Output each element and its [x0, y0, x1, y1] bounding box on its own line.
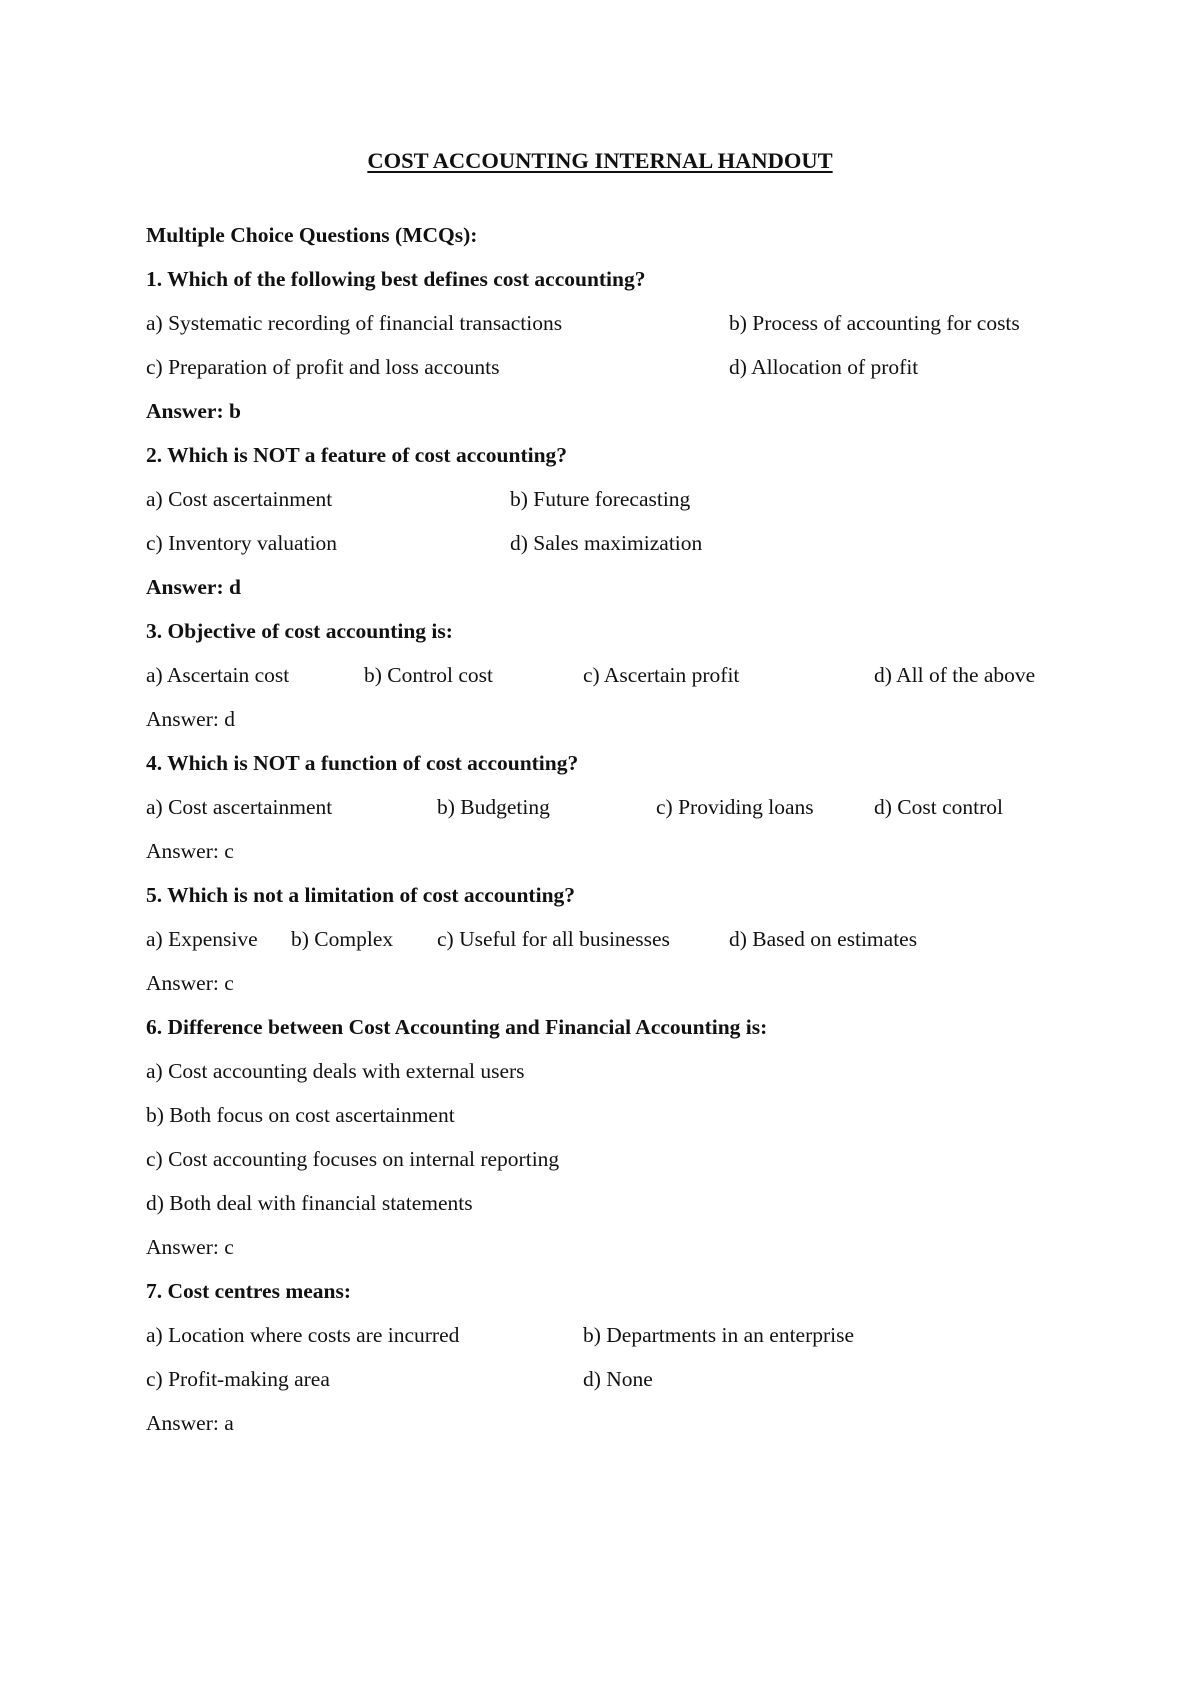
q4-option-a: a) Cost ascertainment [146, 795, 333, 819]
q4-option-b: b) Budgeting [437, 795, 550, 819]
q2-option-d: d) Sales maximization [510, 531, 703, 555]
q4-option-d: d) Cost control [874, 795, 1003, 819]
q2-option-c: c) Inventory valuation [146, 531, 338, 555]
section-heading: Multiple Choice Questions (MCQs): [146, 223, 478, 247]
q3-answer: Answer: d [146, 707, 235, 731]
question-1: 1. Which of the following best defines cost accounting? [146, 267, 646, 291]
q7-option-a: a) Location where costs are incurred [146, 1323, 460, 1347]
q3-option-a: a) Ascertain cost [146, 663, 290, 687]
q1-option-b: b) Process of accounting for costs [729, 311, 1020, 335]
question-7: 7. Cost centres means: [146, 1279, 352, 1303]
question-6: 6. Difference between Cost Accounting and Financial Accounting is: [146, 1015, 768, 1039]
q5-option-c: c) Useful for all businesses [437, 927, 670, 951]
q7-option-d: d) None [583, 1367, 653, 1391]
q1-option-d: d) Allocation of profit [729, 355, 919, 379]
q6-option-a: a) Cost accounting deals with external users [146, 1059, 525, 1083]
q3-option-b: b) Control cost [364, 663, 493, 687]
page-title: COST ACCOUNTING INTERNAL HANDOUT [367, 148, 833, 173]
q3-option-d: d) All of the above [874, 663, 1036, 687]
q1-option-c: c) Preparation of profit and loss accounts [146, 355, 500, 379]
q5-option-a: a) Expensive [146, 927, 258, 951]
q6-answer: Answer: c [146, 1235, 234, 1259]
q6-option-d: d) Both deal with financial statements [146, 1191, 473, 1215]
q5-answer: Answer: c [146, 971, 234, 995]
q2-answer: Answer: d [146, 575, 241, 599]
question-3: 3. Objective of cost accounting is: [146, 619, 453, 643]
q7-answer: Answer: a [146, 1411, 234, 1435]
q6-option-b: b) Both focus on cost ascertainment [146, 1103, 455, 1127]
q2-option-b: b) Future forecasting [510, 487, 691, 511]
q7-option-c: c) Profit-making area [146, 1367, 330, 1391]
question-2: 2. Which is NOT a feature of cost accounting? [146, 443, 568, 467]
q1-answer: Answer: b [146, 399, 241, 423]
q3-option-c: c) Ascertain profit [583, 663, 740, 687]
q4-option-c: c) Providing loans [656, 795, 814, 819]
question-4: 4. Which is NOT a function of cost accounting? [146, 751, 579, 775]
q1-option-a: a) Systematic recording of financial transactions [146, 311, 563, 335]
q6-option-c: c) Cost accounting focuses on internal reporting [146, 1147, 560, 1171]
q4-answer: Answer: c [146, 839, 234, 863]
q2-option-a: a) Cost ascertainment [146, 487, 333, 511]
question-5: 5. Which is not a limitation of cost accounting? [146, 883, 576, 907]
q7-option-b: b) Departments in an enterprise [583, 1323, 855, 1347]
q5-option-b: b) Complex [291, 927, 394, 951]
q5-option-d: d) Based on estimates [729, 927, 918, 951]
